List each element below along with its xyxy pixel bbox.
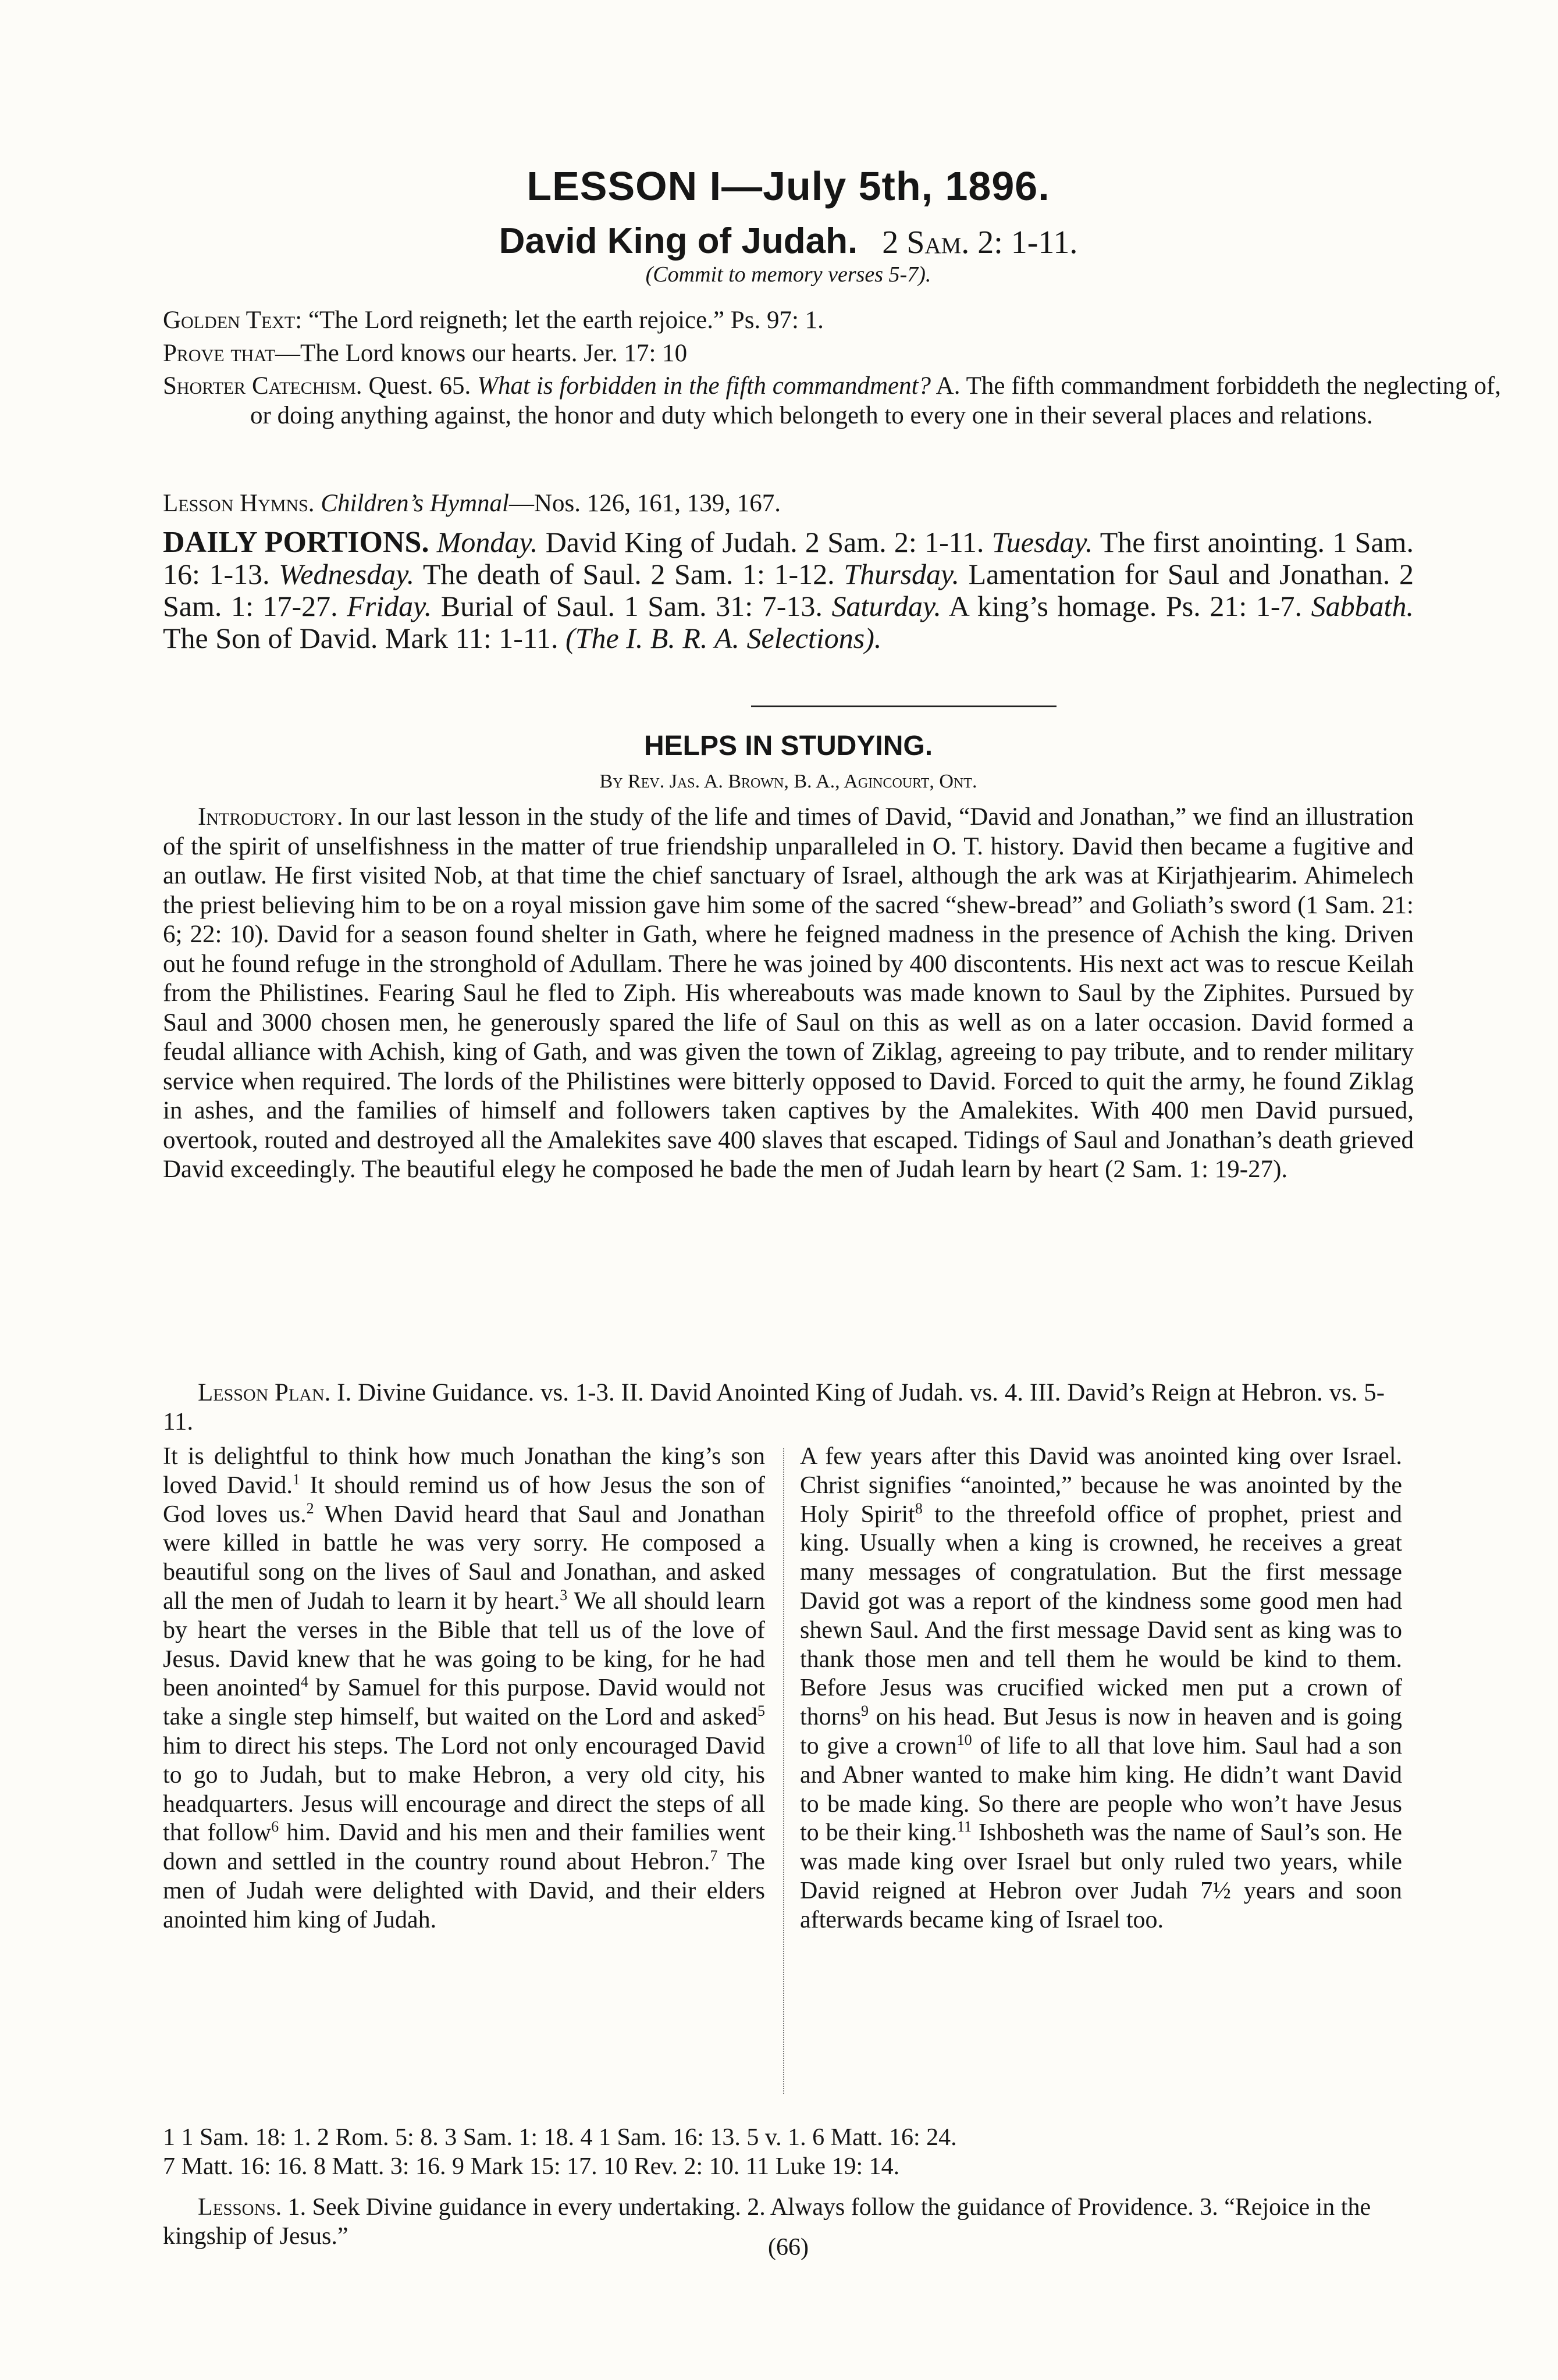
footnote-marker: 1 [292,1470,300,1488]
day-wednesday: Wednesday. [279,558,415,590]
left-text-6: him to direct his steps. The Lord not only encouraged David to go to Judah, but to make Hebron, a very old city, his headquarters. Jesus will encourage and direct the steps of all that follow [163,1732,765,1847]
prove-that [163,339,1414,368]
references-line-2: 7 Matt. 16: 16. 8 Matt. 3: 16. 9 Mark 15: 17. 10 Rev. 2: 10. 11 Luke 19: 14. [163,2153,900,2180]
day-monday: Monday. [436,526,538,558]
right-text-2: to the threefold office of prophet, priest and king. Usually when a king is crowned, he receives a great many messages of congratulation. But the first message David got was a report of the kindness some good men had shewn Saul. And the first message David sent as king was to thank those men and tell them he would be kind to them. Before Jesus was crucified wicked men put a crown of thorns [800,1501,1402,1731]
footnote-marker: 8 [915,1499,923,1517]
prove-that-label: Prove that [163,340,275,367]
scripture-references [163,2123,1414,2181]
daily-portions-heading: DAILY PORTIONS. [163,526,429,559]
hymns-book: Children’s Hymnal [321,490,509,517]
sabbath-text: The Son of David. Mark 11: 1-11. [163,622,559,654]
left-text-3: When David heard that Saul and Jonathan were killed in battle he was very sorry. He composed a beautiful song on the lives of Saul and Jonathan, and asked all the men of Judah to learn it by heart. [163,1501,765,1615]
page-number: (66) [768,2234,809,2261]
friday-text: Burial of Saul. 1 Sam. 31: 7-13. [440,590,823,622]
hymns-label: Lesson Hymns. [163,490,315,517]
footnote-marker: 10 [956,1731,972,1748]
saturday-text: A king’s homage. Ps. 21: 1-7. [948,590,1303,622]
lesson-subtitle [163,221,1414,263]
golden-text [163,305,1414,335]
wednesday-text: The death of Saul. 2 Sam. 1: 1-12. [422,558,835,590]
left-column [163,1442,765,1935]
commit-note: (Commit to memory verses 5-7). [645,262,931,287]
introductory-paragraph [163,803,1414,1185]
catechism-answer: A. The fifth commandment forbiddeth the neglecting of, or doing anything against, the honor and duty which belongeth to every one in their several places and relations. [250,372,1502,429]
left-text-5: by Samuel for this purpose. David would not take a single step himself, but waited on the Lord and asked [163,1674,766,1731]
catechism-label: Shorter Catechism. [163,372,362,400]
catechism-question: What is forbidden in the fifth commandment? [477,372,931,400]
lessons-text: 1. Seek Divine guidance in every undertaking. 2. Always follow the guidance of Providence. 3. “Rejoice in the kingship of Jesus.” [163,2194,1371,2250]
day-saturday: Saturday. [831,590,941,622]
footnote-marker: 9 [861,1702,869,1720]
subtitle-reference: 2 Sam. 2: 1-11. [882,225,1078,261]
lesson-plan-text: I. Divine Guidance. vs. 1-3. II. David Anointed King of Judah. vs. 4. III. David’s Reign at Hebron. vs. 5-11. [163,1379,1385,1435]
day-tuesday: Tuesday. [991,526,1093,558]
left-text-2: It should remind us of how Jesus the son of God loves us. [163,1472,765,1528]
prove-that-body: —The Lord knows our hearts. Jer. 17: 10 [275,340,688,367]
helps-heading: HELPS IN STUDYING. [643,731,933,761]
footnote-marker: 11 [957,1818,972,1836]
catechism [163,371,1501,430]
section-divider [751,706,1057,707]
left-text-1: It is delightful to think how much Jonathan the king’s son loved David. [163,1443,765,1499]
right-text-4: of life to all that love him. Saul had a son and Abner wanted to make him king. He didn’t want David to be made king. So there are people who won’t have Jesus to be their king. [800,1732,1402,1847]
right-text-5: Ishbosheth was the name of Saul’s son. He was made king over Israel but only ruled two years, while David reigned at Hebron over Judah 7½ years and soon afterwards became king of Israel too. [800,1819,1402,1933]
introductory-label: Introductory. [198,803,343,831]
lesson-hymns [163,489,1414,518]
lessons-label: Lessons. [198,2194,282,2221]
footnote-marker: 7 [710,1847,718,1865]
footnote-marker: 5 [757,1702,765,1720]
lesson-plan [163,1378,1414,1437]
hymns-numbers: —Nos. 126, 161, 139, 167. [509,490,781,517]
left-text-4: We all should learn by heart the verses in the Bible that tell us of the love of Jesus. David knew that he was going to be king, for he had been anointed [163,1587,766,1702]
day-sabbath: Sabbath. [1311,590,1414,622]
daily-selections: (The I. B. R. A. Selections). [565,622,882,654]
right-text-1: A few years after this David was anointed king over Israel. Christ signifies “anointed,” because he was anointed by the Holy Spirit [800,1443,1402,1528]
catechism-quest: Quest. 65. [368,372,471,400]
footnote-marker: 3 [560,1586,568,1604]
monday-text: David King of Judah. 2 Sam. 2: 1-11. [545,526,984,558]
golden-text-body: “The Lord reigneth; let the earth rejoice.” Ps. 97: 1. [308,307,824,334]
left-text-7: him. David and his men and their families went down and settled in the country round about Hebron. [163,1819,765,1876]
introductory-text: In our last lesson in the study of the life and times of David, “David and Jonathan,” we find an illustration of the spirit of unselfishness in the matter of true friendship unparalleled in O. T. history. David then became a fugitive and an outlaw. He first visited Nob, at that time the chief sanctuary of Israel, although the ark was at Kirjathjearim. Ahimelech the priest believing him to be on a royal mission gave him some of the sacred “shew-bread” and Goliath’s sword (1 Sam. 21: 6; 22: 10). David for a season found shelter in Gath, where he feigned madness in the presence of Achish the king. Driven out he found refuge in the stronghold of Adullam. There he was joined by 400 discontents. His next act was to rescue Keilah from the Philistines. Fearing Saul he fled to Ziph. His whereabouts was made known to Saul by the Ziphites. Pursued by Saul and 3000 chosen men, he generously spared the life of Saul on this as well as on a later occasion. David formed a feudal alliance with Achish, king of Gath, and was given the town of Ziklag, agreeing to pay tribute, and to render military service when required. The lords of the Philistines were bitterly opposed to David. Forced to quit the army, he found Ziklag in ashes, and the families of himself and followers taken captives by the Amalekites. With 400 men David pursued, overtook, routed and destroyed all the Amalekites save 400 slaves that escaped. Tidings of Saul and Jonathan’s death grieved David exceedingly. The beautiful elegy he composed he bade the men of Judah learn by heart (2 Sam. 1: 19-27). [163,803,1414,1183]
footnote-marker: 2 [306,1499,314,1517]
lesson-plan-label: Lesson Plan. [198,1379,331,1406]
day-friday: Friday. [347,590,432,622]
thursday-text: Lamentation for Saul and Jonathan. 2 Sam. 1: 17-27. [163,558,1414,622]
daily-portions [163,526,1414,654]
footnote-marker: 6 [271,1818,279,1836]
footnote-marker: 4 [300,1673,308,1691]
right-text-3: on his head. But Jesus is now in heaven and is going to give a crown [800,1704,1402,1759]
golden-text-label: Golden Text: [163,307,303,334]
tuesday-text: The first anointing. 1 Sam. 16: 1-13. [163,526,1414,590]
lesson-title: LESSON I—July 5th, 1896. [527,163,1050,209]
references-line-1: 1 1 Sam. 18: 1. 2 Rom. 5: 8. 3 Sam. 1: 18. 4 1 Sam. 16: 13. 5 v. 1. 6 Matt. 16: 24. [163,2124,957,2151]
day-thursday: Thursday. [844,558,959,590]
left-text-8: The men of Judah were delighted with David, and their elders anointed him king of Judah. [163,1848,766,1933]
column-divider [783,1448,784,2094]
subtitle-main: David King of Judah. [499,221,858,261]
helps-byline: By Rev. Jas. A. Brown, B. A., Agincourt, Ont. [599,771,977,792]
right-column [800,1442,1402,1935]
